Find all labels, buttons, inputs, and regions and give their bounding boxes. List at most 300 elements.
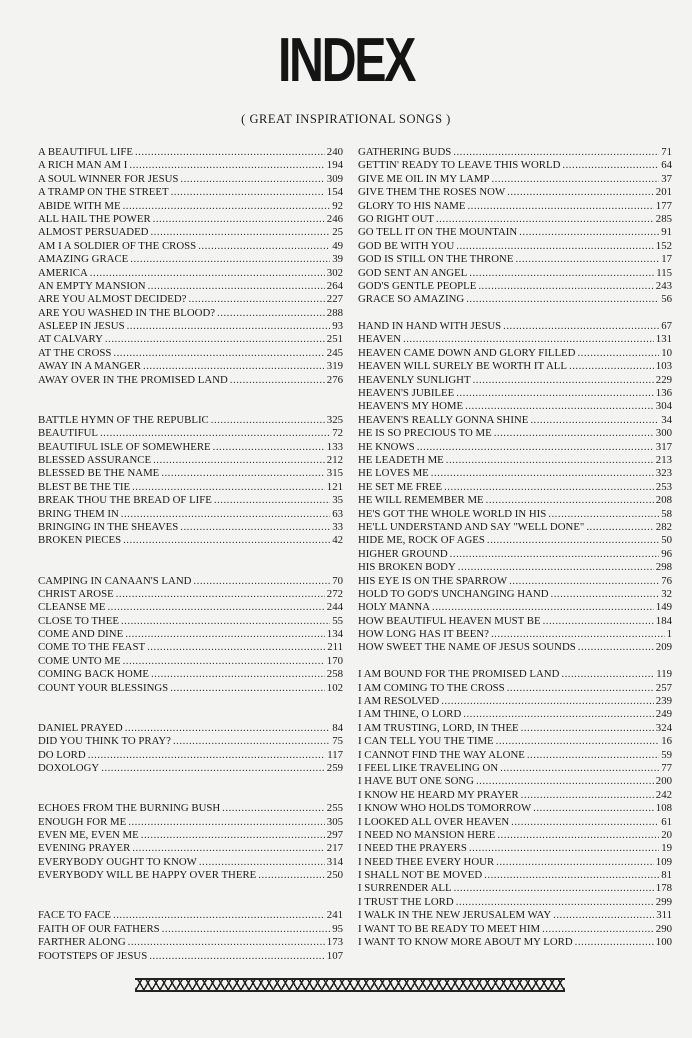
index-entry (38, 842, 343, 855)
index-entry (38, 722, 343, 735)
index-entry (38, 829, 343, 842)
index-entry (358, 481, 672, 494)
dot-leader (121, 508, 330, 521)
dot-leader (467, 200, 653, 213)
index-entry (38, 588, 343, 601)
page-number: 177 (655, 199, 672, 212)
song-title: BLESSED ASSURANCE (38, 454, 152, 466)
section-gap (38, 775, 343, 802)
page-number: 229 (655, 373, 672, 386)
song-title: HOW BEAUTIFUL HEAVEN MUST BE (358, 614, 541, 627)
song-title: I NEED THEE EVERY HOUR (358, 855, 495, 868)
song-title: HEAVEN'S JUBILEE (358, 387, 455, 400)
page-number: 152 (655, 239, 672, 252)
index-entry (38, 213, 343, 226)
section-gap (38, 883, 343, 910)
dot-leader (161, 467, 325, 480)
song-title: HE IS SO PRECIOUS TO ME (358, 427, 492, 440)
dot-leader (444, 481, 654, 494)
song-title: I WANT TO BE READY TO MEET HIM (358, 922, 541, 935)
index-entry (358, 641, 672, 654)
song-title: CLOSE TO THEE (38, 614, 119, 627)
page-number: 134 (326, 628, 343, 641)
song-title: HAND IN HAND WITH JESUS (358, 320, 502, 333)
dot-leader (491, 628, 665, 641)
dot-leader (466, 293, 659, 306)
dot-leader (456, 240, 654, 253)
page-number: 200 (655, 775, 672, 788)
dot-leader (507, 186, 654, 199)
page-number: 64 (661, 159, 672, 172)
dot-leader (561, 668, 654, 681)
song-title: GOD BE WITH YOU (358, 239, 455, 252)
dot-leader (586, 521, 653, 534)
index-entry (358, 588, 672, 601)
song-title: DOXOLOGY (38, 762, 100, 775)
dot-leader (456, 896, 654, 909)
dot-leader (162, 923, 331, 936)
song-title: HOLY MANNA (358, 601, 430, 614)
page-number: 59 (661, 748, 672, 761)
dot-leader (450, 548, 660, 561)
index-entry (358, 267, 672, 280)
song-title: GO TELL IT ON THE MOUNTAIN (358, 226, 518, 239)
song-title: I HAVE BUT ONE SONG (358, 775, 474, 788)
dot-leader (527, 749, 659, 762)
index-entry (358, 200, 672, 213)
left-column (38, 146, 343, 963)
page-number: 246 (326, 212, 343, 225)
dot-leader (521, 722, 654, 735)
index-entry (358, 387, 672, 400)
song-title: COMING BACK HOME (38, 668, 149, 681)
page-number: 211 (327, 641, 343, 654)
page-number: 133 (326, 440, 343, 453)
dot-leader (465, 400, 654, 413)
song-title: EVENING PRAYER (38, 842, 131, 855)
page-number: 103 (655, 360, 672, 373)
page-number: 302 (326, 266, 343, 279)
section-gap (38, 387, 343, 414)
index-entry (358, 762, 672, 775)
song-title: HEAVEN'S REALLY GONNA SHINE (358, 413, 529, 426)
page-number: 42 (332, 534, 343, 547)
page-number: 10 (661, 346, 672, 359)
page-number: 81 (661, 869, 672, 882)
index-entry (358, 213, 672, 226)
page-number: 227 (326, 293, 343, 306)
index-entry (38, 333, 343, 346)
page-number: 107 (326, 949, 343, 962)
index-entry (358, 936, 672, 949)
dot-leader (548, 508, 659, 521)
dot-leader (128, 816, 325, 829)
page-number: 290 (655, 922, 672, 935)
dot-leader (128, 936, 325, 949)
dot-leader (132, 842, 325, 855)
dot-leader (180, 521, 330, 534)
page-number: 35 (332, 494, 343, 507)
dot-leader (125, 722, 331, 735)
song-title: BRING THEM IN (38, 507, 119, 520)
song-title: I WALK IN THE NEW JERUSALEM WAY (358, 909, 552, 922)
song-title: AMERICA (38, 266, 88, 279)
index-entry (358, 682, 672, 695)
right-column (358, 146, 672, 949)
page-number: 96 (661, 547, 672, 560)
page-number: 77 (661, 761, 672, 774)
page-number: 319 (326, 360, 343, 373)
index-entry (358, 441, 672, 454)
song-title: ARE YOU ALMOST DECIDED? (38, 293, 187, 306)
index-entry (358, 816, 672, 829)
dot-leader (509, 575, 659, 588)
song-title: A TRAMP ON THE STREET (38, 186, 169, 199)
song-title: GOD'S GENTLE PEOPLE (358, 279, 477, 292)
dot-leader (417, 441, 654, 454)
song-title: ABIDE WITH ME (38, 199, 121, 212)
page-number: 75 (332, 735, 343, 748)
dot-leader (123, 534, 330, 547)
page-number: 91 (661, 226, 672, 239)
dot-leader (507, 682, 654, 695)
index-entry (38, 534, 343, 547)
song-title: HOW SWEET THE NAME OF JESUS SOUNDS (358, 641, 576, 654)
index-entry (38, 575, 343, 588)
index-entry (358, 534, 672, 547)
dot-leader (123, 655, 325, 668)
dot-leader (456, 387, 654, 400)
song-title: DID YOU THINK TO PRAY? (38, 735, 171, 748)
page-number: 71 (661, 146, 672, 158)
song-title: GRACE SO AMAZING (358, 293, 465, 306)
song-title: GOD SENT AN ANGEL (358, 266, 468, 279)
page-number: 305 (326, 815, 343, 828)
song-title: HOLD TO GOD'S UNCHANGING HAND (358, 587, 549, 600)
dot-leader (431, 467, 654, 480)
song-title: BREAK THOU THE BREAD OF LIFE (38, 494, 212, 507)
index-entry (38, 950, 343, 963)
dot-leader (193, 575, 330, 588)
index-entry (38, 762, 343, 775)
dot-leader (100, 427, 330, 440)
song-title: GOD IS STILL ON THE THRONE (358, 253, 514, 266)
dot-leader (432, 601, 654, 614)
song-title: ENOUGH FOR ME (38, 815, 127, 828)
page-number: 201 (655, 186, 672, 199)
page-number: 264 (326, 279, 343, 292)
index-entry (38, 682, 343, 695)
index-entry (358, 293, 672, 306)
page-number: 149 (655, 601, 672, 614)
page-subtitle: ( GREAT INSPIRATIONAL SONGS ) (241, 112, 451, 126)
dot-leader (496, 856, 654, 869)
index-entry (358, 494, 672, 507)
song-title: DANIEL PRAYED (38, 721, 123, 734)
dot-leader (519, 226, 659, 239)
page-number: 102 (326, 681, 343, 694)
song-title: I CANNOT FIND THE WAY ALONE (358, 748, 525, 761)
dot-leader (258, 869, 325, 882)
dot-leader (199, 856, 325, 869)
dot-leader (458, 561, 654, 574)
dot-leader (454, 882, 654, 895)
index-entry (38, 481, 343, 494)
dot-leader (149, 950, 325, 963)
index-entry (358, 628, 672, 641)
page-number: 317 (655, 440, 672, 453)
index-entry (358, 508, 672, 521)
page-number: 257 (655, 681, 672, 694)
index-entry (38, 159, 343, 172)
dot-leader (478, 280, 653, 293)
page-number: 240 (326, 146, 343, 158)
song-title: I LOOKED ALL OVER HEAVEN (358, 815, 510, 828)
index-entry (38, 601, 343, 614)
index-entry (38, 923, 343, 936)
page-number: 253 (655, 480, 672, 493)
song-title: BROKEN PIECES (38, 534, 122, 547)
song-title: HEAVEN'S MY HOME (358, 400, 464, 413)
page-number: 131 (655, 333, 672, 346)
index-entry (38, 909, 343, 922)
page-number: 72 (332, 427, 343, 440)
dot-leader (543, 615, 654, 628)
index-entry (38, 856, 343, 869)
page-number: 121 (326, 480, 343, 493)
index-entry (358, 601, 672, 614)
index-entry (38, 454, 343, 467)
index-entry (38, 173, 343, 186)
song-title: HIGHER GROUND (358, 547, 448, 560)
decorative-border (135, 978, 565, 992)
song-title: HIS EYE IS ON THE SPARROW (358, 574, 508, 587)
song-title: I SURRENDER ALL (358, 882, 452, 895)
page-number: 170 (326, 654, 343, 667)
song-title: ASLEEP IN JESUS (38, 320, 125, 333)
index-entry (358, 856, 672, 869)
song-title: BEAUTIFUL ISLE OF SOMEWHERE (38, 440, 211, 453)
page-number: 250 (326, 869, 343, 882)
song-title: EVERYBODY OUGHT TO KNOW (38, 855, 197, 868)
page-number: 276 (326, 373, 343, 386)
song-title: AWAY OVER IN THE PROMISED LAND (38, 373, 228, 386)
dot-leader (577, 347, 659, 360)
page-number: 243 (655, 279, 672, 292)
page-number: 63 (332, 507, 343, 520)
page-number: 93 (332, 320, 343, 333)
index-entry (358, 400, 672, 413)
song-title: HIDE ME, ROCK OF AGES (358, 534, 485, 547)
page-number: 194 (326, 159, 343, 172)
page-number: 100 (655, 936, 672, 949)
page-number: 119 (656, 668, 672, 681)
dot-leader (151, 668, 325, 681)
dot-leader (113, 909, 325, 922)
dot-leader (214, 494, 330, 507)
page-number: 19 (661, 842, 672, 855)
page-number: 184 (655, 614, 672, 627)
song-title: I CAN TELL YOU THE TIME (358, 735, 494, 748)
dot-leader (101, 762, 325, 775)
song-title: A BEAUTIFUL LIFE (38, 146, 133, 158)
index-entry (358, 333, 672, 346)
song-title: FOOTSTEPS OF JESUS (38, 949, 148, 962)
dot-leader (503, 320, 659, 333)
song-title: HE KNOWS (358, 440, 415, 453)
page-number: 299 (655, 895, 672, 908)
index-entry (38, 253, 343, 266)
dot-leader (494, 427, 654, 440)
page-number: 212 (326, 454, 343, 466)
page-number: 239 (655, 695, 672, 708)
page-number: 95 (332, 922, 343, 935)
song-title: AN EMPTY MANSION (38, 279, 146, 292)
song-title: A SOUL WINNER FOR JESUS (38, 172, 179, 185)
section-gap (38, 548, 343, 575)
page-number: 272 (326, 587, 343, 600)
dot-leader (578, 641, 654, 654)
index-entry (358, 186, 672, 199)
dot-leader (88, 749, 326, 762)
song-title: COME TO THE FEAST (38, 641, 146, 654)
dot-leader (469, 267, 654, 280)
song-title: HEAVENLY SUNLIGHT (358, 373, 471, 386)
index-entry (38, 280, 343, 293)
index-entry (38, 641, 343, 654)
index-entry (38, 936, 343, 949)
index-entry (38, 441, 343, 454)
page-number: 304 (655, 400, 672, 413)
dot-leader (150, 226, 330, 239)
dot-leader (141, 829, 325, 842)
index-entry (38, 293, 343, 306)
dot-leader (105, 333, 325, 346)
page-number: 16 (661, 735, 672, 748)
song-title: GIVE ME OIL IN MY LAMP (358, 172, 490, 185)
dot-leader (188, 293, 324, 306)
index-entry (38, 655, 343, 668)
song-title: GIVE THEM THE ROSES NOW (358, 186, 506, 199)
index-entry (358, 802, 672, 815)
page-number: 255 (326, 802, 343, 815)
index-entry (358, 146, 672, 159)
index-entry (38, 307, 343, 320)
dot-leader (473, 374, 654, 387)
dot-leader (211, 414, 325, 427)
song-title: ALMOST PERSUADED (38, 226, 149, 239)
song-title: AM I A SOLDIER OF THE CROSS (38, 239, 197, 252)
song-title: I KNOW HE HEARD MY PRAYER (358, 788, 519, 801)
dot-leader (476, 775, 654, 788)
song-title: BLEST BE THE TIE (38, 480, 131, 493)
dot-leader (153, 213, 325, 226)
page-number: 173 (326, 936, 343, 949)
index-entry (38, 615, 343, 628)
dot-leader (551, 588, 660, 601)
page-number: 311 (656, 909, 672, 922)
dot-leader (497, 829, 659, 842)
index-entry (38, 226, 343, 239)
index-entry (38, 494, 343, 507)
page-number: 285 (655, 212, 672, 225)
dot-leader (446, 454, 654, 467)
index-entry (358, 722, 672, 735)
song-title: I SHALL NOT BE MOVED (358, 869, 483, 882)
page-number: 1 (666, 628, 672, 641)
song-title: BRINGING IN THE SHEAVES (38, 520, 179, 533)
page-number: 58 (661, 507, 672, 520)
page-number: 244 (326, 601, 343, 614)
index-entry (358, 789, 672, 802)
song-title: HE'LL UNDERSTAND AND SAY "WELL DONE" (358, 520, 585, 533)
page-number: 314 (326, 855, 343, 868)
index-entry (358, 347, 672, 360)
index-entry (38, 668, 343, 681)
index-entry (358, 909, 672, 922)
dot-leader (469, 842, 659, 855)
song-title: CAMPING IN CANAAN'S LAND (38, 574, 192, 587)
song-title: I AM RESOLVED (358, 695, 440, 708)
index-entry (358, 159, 672, 172)
song-title: HOW LONG HAS IT BEEN? (358, 628, 489, 641)
song-title: I AM THINE, O LORD (358, 708, 462, 721)
dot-leader (171, 186, 325, 199)
dot-leader (496, 735, 660, 748)
dot-leader (569, 360, 654, 373)
page-number: 34 (661, 413, 672, 426)
song-title: AMAZING GRACE (38, 253, 129, 266)
dot-leader (542, 923, 654, 936)
index-entry (38, 521, 343, 534)
page-number: 217 (326, 842, 343, 855)
song-title: EVEN ME, EVEN ME (38, 828, 139, 841)
page-number: 208 (655, 494, 672, 507)
dot-leader (173, 735, 330, 748)
dot-leader (500, 762, 659, 775)
song-title: HE'S GOT THE WHOLE WORLD IN HIS (358, 507, 547, 520)
song-title: ARE YOU WASHED IN THE BLOOD? (38, 306, 216, 319)
song-title: GO RIGHT OUT (358, 212, 434, 225)
page-number: 323 (655, 467, 672, 480)
song-title: FARTHER ALONG (38, 936, 126, 949)
index-entry (38, 467, 343, 480)
page-number: 109 (655, 855, 672, 868)
index-entry (358, 521, 672, 534)
dot-leader (453, 146, 659, 159)
dot-leader (533, 802, 654, 815)
page-number: 32 (661, 587, 672, 600)
song-title: ECHOES FROM THE BURNING BUSH (38, 802, 221, 815)
dot-leader (107, 601, 324, 614)
dot-leader (487, 534, 659, 547)
index-entry (38, 186, 343, 199)
dot-leader (530, 414, 659, 427)
dot-leader (575, 936, 654, 949)
dot-leader (515, 253, 659, 266)
page-number: 178 (655, 882, 672, 895)
index-entry (358, 454, 672, 467)
song-title: HEAVEN WILL SURELY BE WORTH IT ALL (358, 360, 567, 373)
dot-leader (125, 628, 325, 641)
song-title: ALL HAIL THE POWER (38, 212, 151, 225)
page-number: 70 (332, 574, 343, 587)
index-entry (358, 548, 672, 561)
page-number: 259 (326, 762, 343, 775)
index-entry (358, 735, 672, 748)
page-number: 20 (661, 828, 672, 841)
index-entry (358, 615, 672, 628)
